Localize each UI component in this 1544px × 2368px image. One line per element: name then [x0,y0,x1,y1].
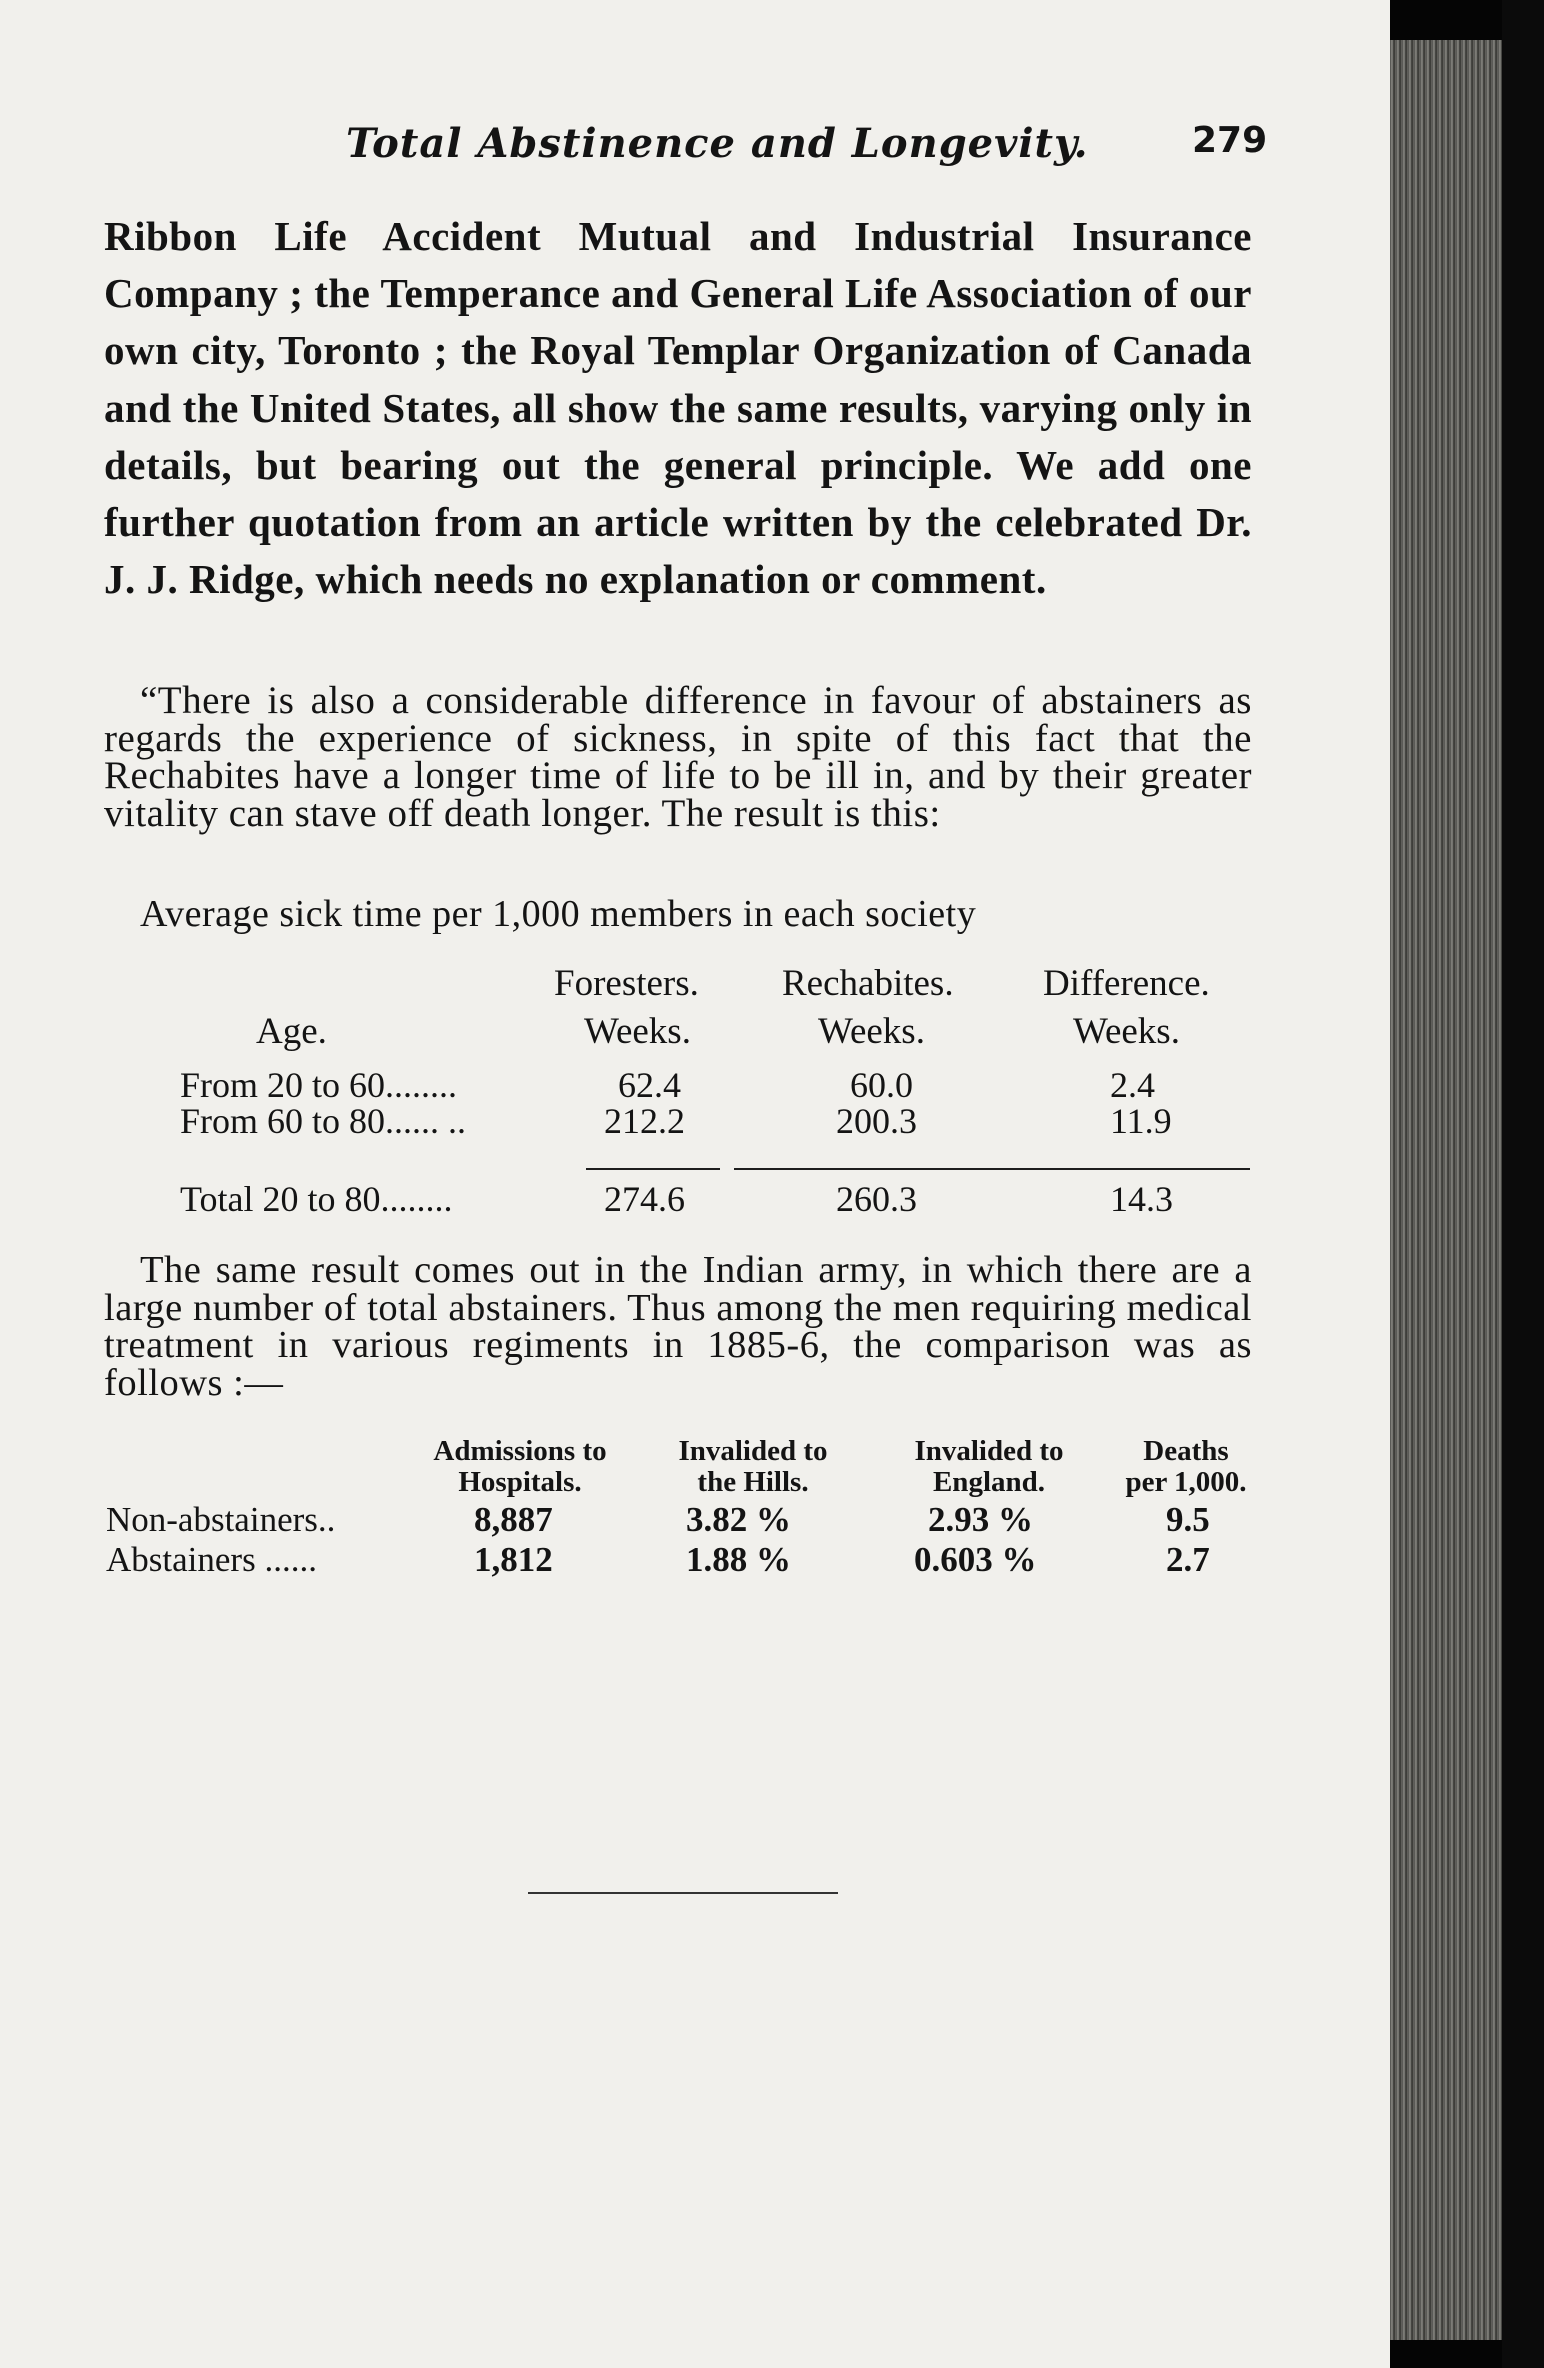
sick-header-foresters: Foresters. [554,963,699,1004]
sick-row-1-difference: 2.4 [1110,1065,1155,1105]
sick-total-difference: 14.3 [1110,1179,1173,1219]
sick-table-caption: Average sick time per 1,000 members in each society [140,893,977,935]
army-row-2-hills: 1.88 % [686,1540,791,1579]
page-number: 279 [1192,120,1268,161]
army-header-deaths-line2: per 1,000. [1125,1466,1247,1498]
army-header-hills [648,1436,858,1498]
army-row-1-england: 2.93 % [928,1500,1033,1539]
sick-header-difference-weeks: Weeks. [1073,1011,1180,1052]
army-header-hills-line1: Invalided to [678,1435,828,1467]
army-row-2-label: Abstainers ...... [106,1540,317,1579]
sick-row-1-foresters: 62.4 [618,1065,681,1105]
army-row-1-admissions: 8,887 [474,1500,553,1539]
army-header-england [884,1436,1094,1498]
sick-header-rechabites-weeks: Weeks. [818,1011,925,1052]
sick-row-2-rechabites: 200.3 [836,1101,917,1141]
sick-row-1-label: From 20 to 60........ [180,1065,458,1105]
sick-header-foresters-weeks: Weeks. [584,1011,691,1052]
army-header-admissions [400,1436,640,1498]
sick-header-rechabites: Rechabites. [782,963,954,1004]
army-row-1-label: Non-abstainers.. [106,1500,336,1539]
sick-row-2-difference: 11.9 [1110,1101,1172,1141]
book-fore-edge [1390,40,1502,2340]
running-head-title: Total Abstinence and Longevity. [346,120,1089,167]
sick-total-rule-foresters [586,1168,720,1170]
army-header-deaths [1110,1436,1262,1498]
army-header-hills-line2: the Hills. [697,1466,809,1498]
army-header-england-line2: England. [932,1466,1046,1498]
sick-row-1-rechabites: 60.0 [850,1065,913,1105]
sick-header-age: Age. [256,1011,327,1052]
army-row-1-deaths: 9.5 [1166,1500,1210,1539]
sick-row-2-label: From 60 to 80...... .. [180,1101,467,1141]
sick-total-label: Total 20 to 80........ [180,1179,453,1219]
running-head [0,112,1390,172]
army-row-2-deaths: 2.7 [1166,1540,1210,1579]
army-row-2-admissions: 1,812 [474,1540,553,1579]
army-header-england-line1: Invalided to [914,1435,1064,1467]
army-header-deaths-line1: Deaths [1143,1435,1229,1467]
sick-row-2-foresters: 212.2 [604,1101,685,1141]
section-end-rule [528,1892,838,1894]
paragraph-ridge-quotation: “There is also a considerable difference in favour of abstainers as regards the experience of sickness, in spite of this fact that the Rechabites have a longer time of life to be ill in, and by their greater vitality can stave off death longer. The result is this: [104,679,1252,835]
army-row-2-england: 0.603 % [914,1540,1037,1579]
scan-background [1502,0,1544,2368]
army-row-1-hills: 3.82 % [686,1500,791,1539]
paragraph-indian-army: The same result comes out in the Indian army, in which there are a large number of total abstainers. Thus among the men requiring medical treatment in various regiments in 1885-6, the comparison was as follows :— [104,1249,1252,1404]
paragraph-ribbon-life: Ribbon Life Accident Mutual and Industrial Insurance Company ; the Temperance and General Life Association of our own city, Toronto ; the Royal Templar Organization of Canada and the United States, all show the same results, varying only in details, but bearing out the general principle. We add one further quotation from an article written by the celebrated Dr. J. J. Ridge, which needs no explanation or comment. [104,213,1252,603]
sick-total-rule-rest [734,1168,1250,1170]
sick-header-difference: Difference. [1043,963,1210,1004]
army-header-admissions-line2: Hospitals. [458,1466,582,1498]
army-header-admissions-line1: Admissions to [433,1435,607,1467]
sick-total-foresters: 274.6 [604,1179,685,1219]
sick-total-rechabites: 260.3 [836,1179,917,1219]
